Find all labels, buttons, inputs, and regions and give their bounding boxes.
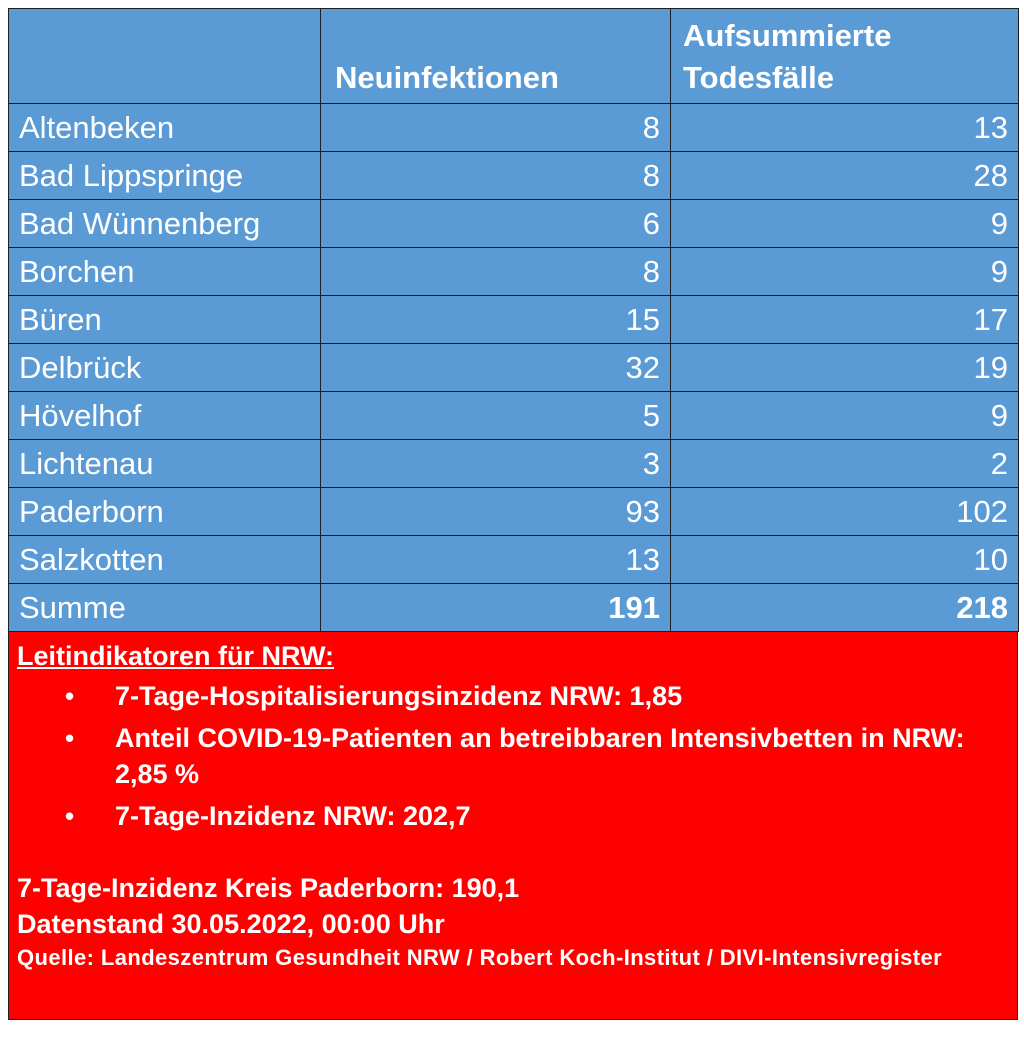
indicator-item (65, 720, 1009, 792)
table-row (9, 248, 1019, 296)
table-row (9, 296, 1019, 344)
deaths-value: 9 (671, 248, 1019, 296)
deaths-value: 10 (671, 536, 1019, 584)
source-note: Quelle: Landeszentrum Gesundheit NRW / Robert Koch-Institut / DIVI-Intensivregister (17, 945, 943, 970)
indicator-item (65, 678, 1009, 714)
table-row (9, 104, 1019, 152)
new-infections-value: 93 (321, 488, 671, 536)
infection-table (8, 8, 1019, 632)
bullet-icon: • (65, 681, 75, 711)
indicator-panel (8, 632, 1018, 1020)
header-cell-new-infections: Neuinfektionen (321, 9, 671, 104)
table-row (9, 200, 1019, 248)
municipality-name: Altenbeken (9, 104, 321, 152)
new-infections-value: 8 (321, 248, 671, 296)
municipality-name: Büren (9, 296, 321, 344)
new-infections-value: 15 (321, 296, 671, 344)
indicator-text: Anteil COVID-19-Patienten an betreibbaren Intensivbetten in NRW: 2,85 % (115, 723, 965, 789)
municipality-name: Salzkotten (9, 536, 321, 584)
indicator-heading: Leitindikatoren für NRW: (17, 641, 335, 671)
indicator-list (17, 678, 1009, 834)
municipality-name: Paderborn (9, 488, 321, 536)
municipality-name: Lichtenau (9, 440, 321, 488)
municipality-name: Bad Wünnenberg (9, 200, 321, 248)
new-infections-value: 8 (321, 104, 671, 152)
bullet-icon: • (65, 723, 75, 753)
new-infections-value: 5 (321, 392, 671, 440)
municipality-name: Delbrück (9, 344, 321, 392)
table-header-row (9, 9, 1019, 104)
sum-label: Summe (9, 584, 321, 632)
new-infections-value: 8 (321, 152, 671, 200)
new-infections-value: 3 (321, 440, 671, 488)
district-incidence: 7-Tage-Inzidenz Kreis Paderborn: 190,1 (17, 873, 520, 903)
table-sum-row (9, 584, 1019, 632)
deaths-value: 2 (671, 440, 1019, 488)
table-row (9, 440, 1019, 488)
spacer (17, 840, 1009, 870)
bullet-icon: • (65, 801, 75, 831)
table-row (9, 488, 1019, 536)
data-timestamp: Datenstand 30.05.2022, 00:00 Uhr (17, 909, 445, 939)
table-row (9, 536, 1019, 584)
indicator-text: 7-Tage-Hospitalisierungsinzidenz NRW: 1,85 (115, 681, 683, 711)
municipality-name: Hövelhof (9, 392, 321, 440)
new-infections-value: 32 (321, 344, 671, 392)
indicator-text: 7-Tage-Inzidenz NRW: 202,7 (115, 801, 471, 831)
indicator-item (65, 798, 1009, 834)
deaths-value: 9 (671, 200, 1019, 248)
report-container (8, 8, 1018, 1020)
new-infections-value: 13 (321, 536, 671, 584)
sum-deaths: 218 (671, 584, 1019, 632)
deaths-value: 102 (671, 488, 1019, 536)
municipality-name: Borchen (9, 248, 321, 296)
table-row (9, 152, 1019, 200)
deaths-value: 17 (671, 296, 1019, 344)
deaths-value: 13 (671, 104, 1019, 152)
deaths-value: 9 (671, 392, 1019, 440)
new-infections-value: 6 (321, 200, 671, 248)
header-cell-municipality (9, 9, 321, 104)
sum-new-infections: 191 (321, 584, 671, 632)
table-row (9, 344, 1019, 392)
header-cell-deaths: Aufsummierte Todesfälle (671, 9, 1019, 104)
deaths-value: 19 (671, 344, 1019, 392)
deaths-value: 28 (671, 152, 1019, 200)
table-row (9, 392, 1019, 440)
municipality-name: Bad Lippspringe (9, 152, 321, 200)
